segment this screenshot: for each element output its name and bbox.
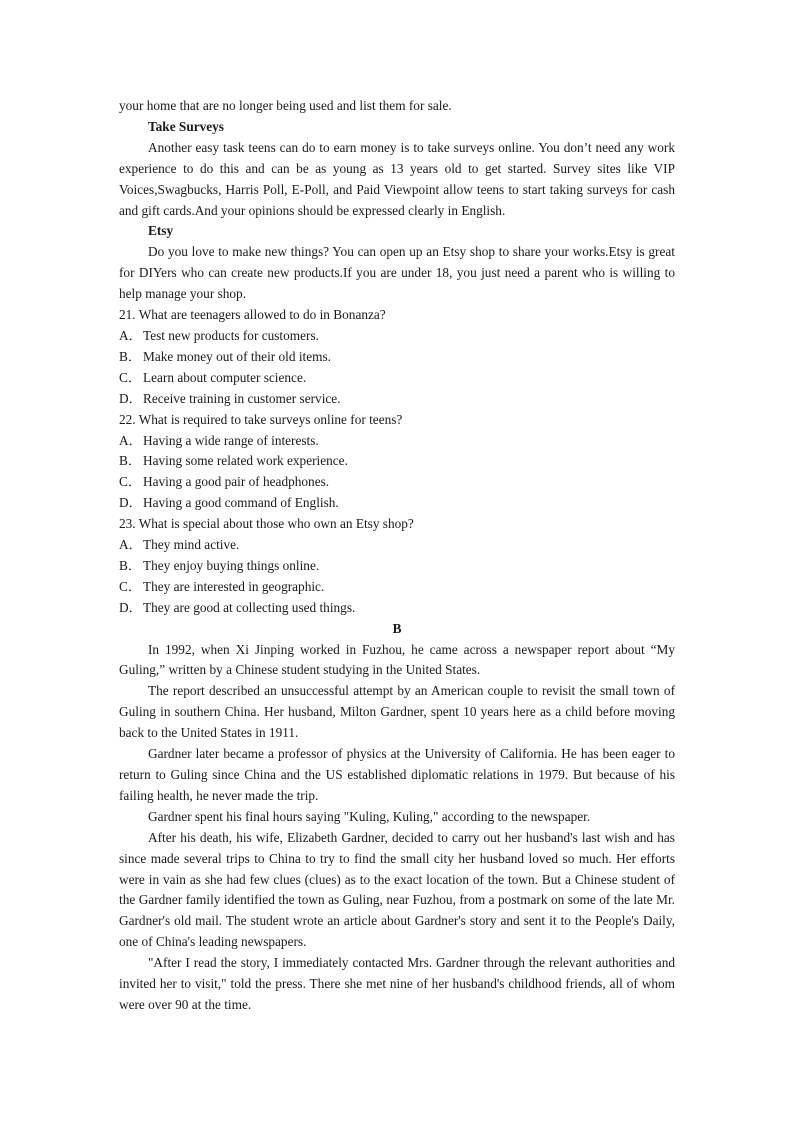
heading-etsy: Etsy [148,223,174,239]
option-text: Learn about computer science. [143,369,307,385]
question-21-option-b [119,347,675,368]
option-text: Having some related work experience. [143,453,348,469]
option-text: Test new products for customers. [143,327,319,343]
option-letter: A． [119,327,142,343]
question-23-stem: 23. What is special about those who own an Etsy shop? [119,516,414,532]
question-22-option-b [119,451,675,472]
question-23-option-b [119,556,675,577]
passage-b-paragraph-2: The report described an unsuccessful attempt by an American couple to revisit the small town of Guling in southern China. Her husband, Milton Gardner, spent 10 years here as a child before moving back to the United States in 1911. [119,683,675,741]
option-letter: B． [119,348,142,364]
option-text: They enjoy buying things online. [143,557,320,573]
option-letter: C． [119,578,142,594]
option-text: They are interested in geographic. [143,578,325,594]
option-letter: C． [119,474,142,490]
paragraph-take-surveys: Another easy task teens can do to earn money is to take surveys online. You don’t need any work experience to do this and can be as young as 13 years old to get started. Survey sites like VIP Voices,Swagbucks, Harris Poll, E-Poll, and Paid Viewpoint allow teens to start taking surveys for cash and gift cards.And your opinions should be expressed clearly in English. [119,139,675,218]
option-text: Having a good pair of headphones. [143,474,330,490]
passage-b-label: B [392,620,402,636]
option-text: Make money out of their old items. [143,348,331,364]
question-21-option-d [119,389,675,410]
passage-b-paragraph-5: After his death, his wife, Elizabeth Gardner, decided to carry out her husband's last wish and has since made several trips to China to try to find the small city her husband loved so much. Her efforts were in vain as she had few clues (clues) as to the exact location of the town. But a Chinese student of the Gardner family identified the town as Guling, near Fuzhou, from a postmark on some of the late Mr. Gardner's old mail. The student wrote an article about Gardner's story and sent it to the People's Daily, one of China's leading newspapers. [119,829,675,950]
paragraph-etsy: Do you love to make new things? You can open up an Etsy shop to share your works.Etsy is great for DIYers who can create new products.If you are under 18, you just need a parent who is willing to help manage your shop. [119,244,675,302]
passage-b-paragraph-4: Gardner spent his final hours saying "Kuling, Kuling," according to the newspaper. [148,808,591,824]
option-letter: C． [119,369,142,385]
question-22-stem: 22. What is required to take surveys online for teens? [119,411,403,427]
question-22-option-a [119,431,675,452]
question-22-option-c [119,472,675,493]
option-text: Having a wide range of interests. [143,432,319,448]
option-letter: D． [119,495,142,511]
heading-take-surveys: Take Surveys [148,118,224,134]
passage-b-paragraph-3: Gardner later became a professor of physics at the University of California. He has been eager to return to Guling since China and the US established diplomatic relations in 1979. But because of his failing health, he never made the trip. [119,746,675,803]
option-letter: A． [119,432,142,448]
option-text: Receive training in customer service. [143,390,341,406]
option-letter: D． [119,390,142,406]
option-letter: B． [119,557,142,573]
question-22-option-d [119,493,675,514]
option-text: They mind active. [143,537,240,553]
passage-b-paragraph-1: In 1992, when Xi Jinping worked in Fuzhou, he came across a newspaper report about “My Guling,” written by a Chinese student studying in the United States. [119,641,675,678]
passage-b-paragraph-6: "After I read the story, I immediately contacted Mrs. Gardner through the relevant authorities and invited her to visit," told the press. There she met nine of her husband's childhood friends, all of whom were over 90 at the time. [119,955,675,1012]
option-letter: D． [119,599,142,615]
option-letter: B． [119,453,142,469]
question-23-option-d [119,598,675,619]
question-21-option-a [119,326,675,347]
option-text: Having a good command of English. [143,495,339,511]
document-page [119,96,675,1016]
option-text: They are good at collecting used things. [143,599,356,615]
question-21-stem: 21. What are teenagers allowed to do in Bonanza? [119,307,386,323]
question-21-option-c [119,368,675,389]
question-23-option-c [119,577,675,598]
intro-tail: your home that are no longer being used and list them for sale. [119,98,452,113]
option-letter: A． [119,537,142,553]
question-23-option-a [119,535,675,556]
